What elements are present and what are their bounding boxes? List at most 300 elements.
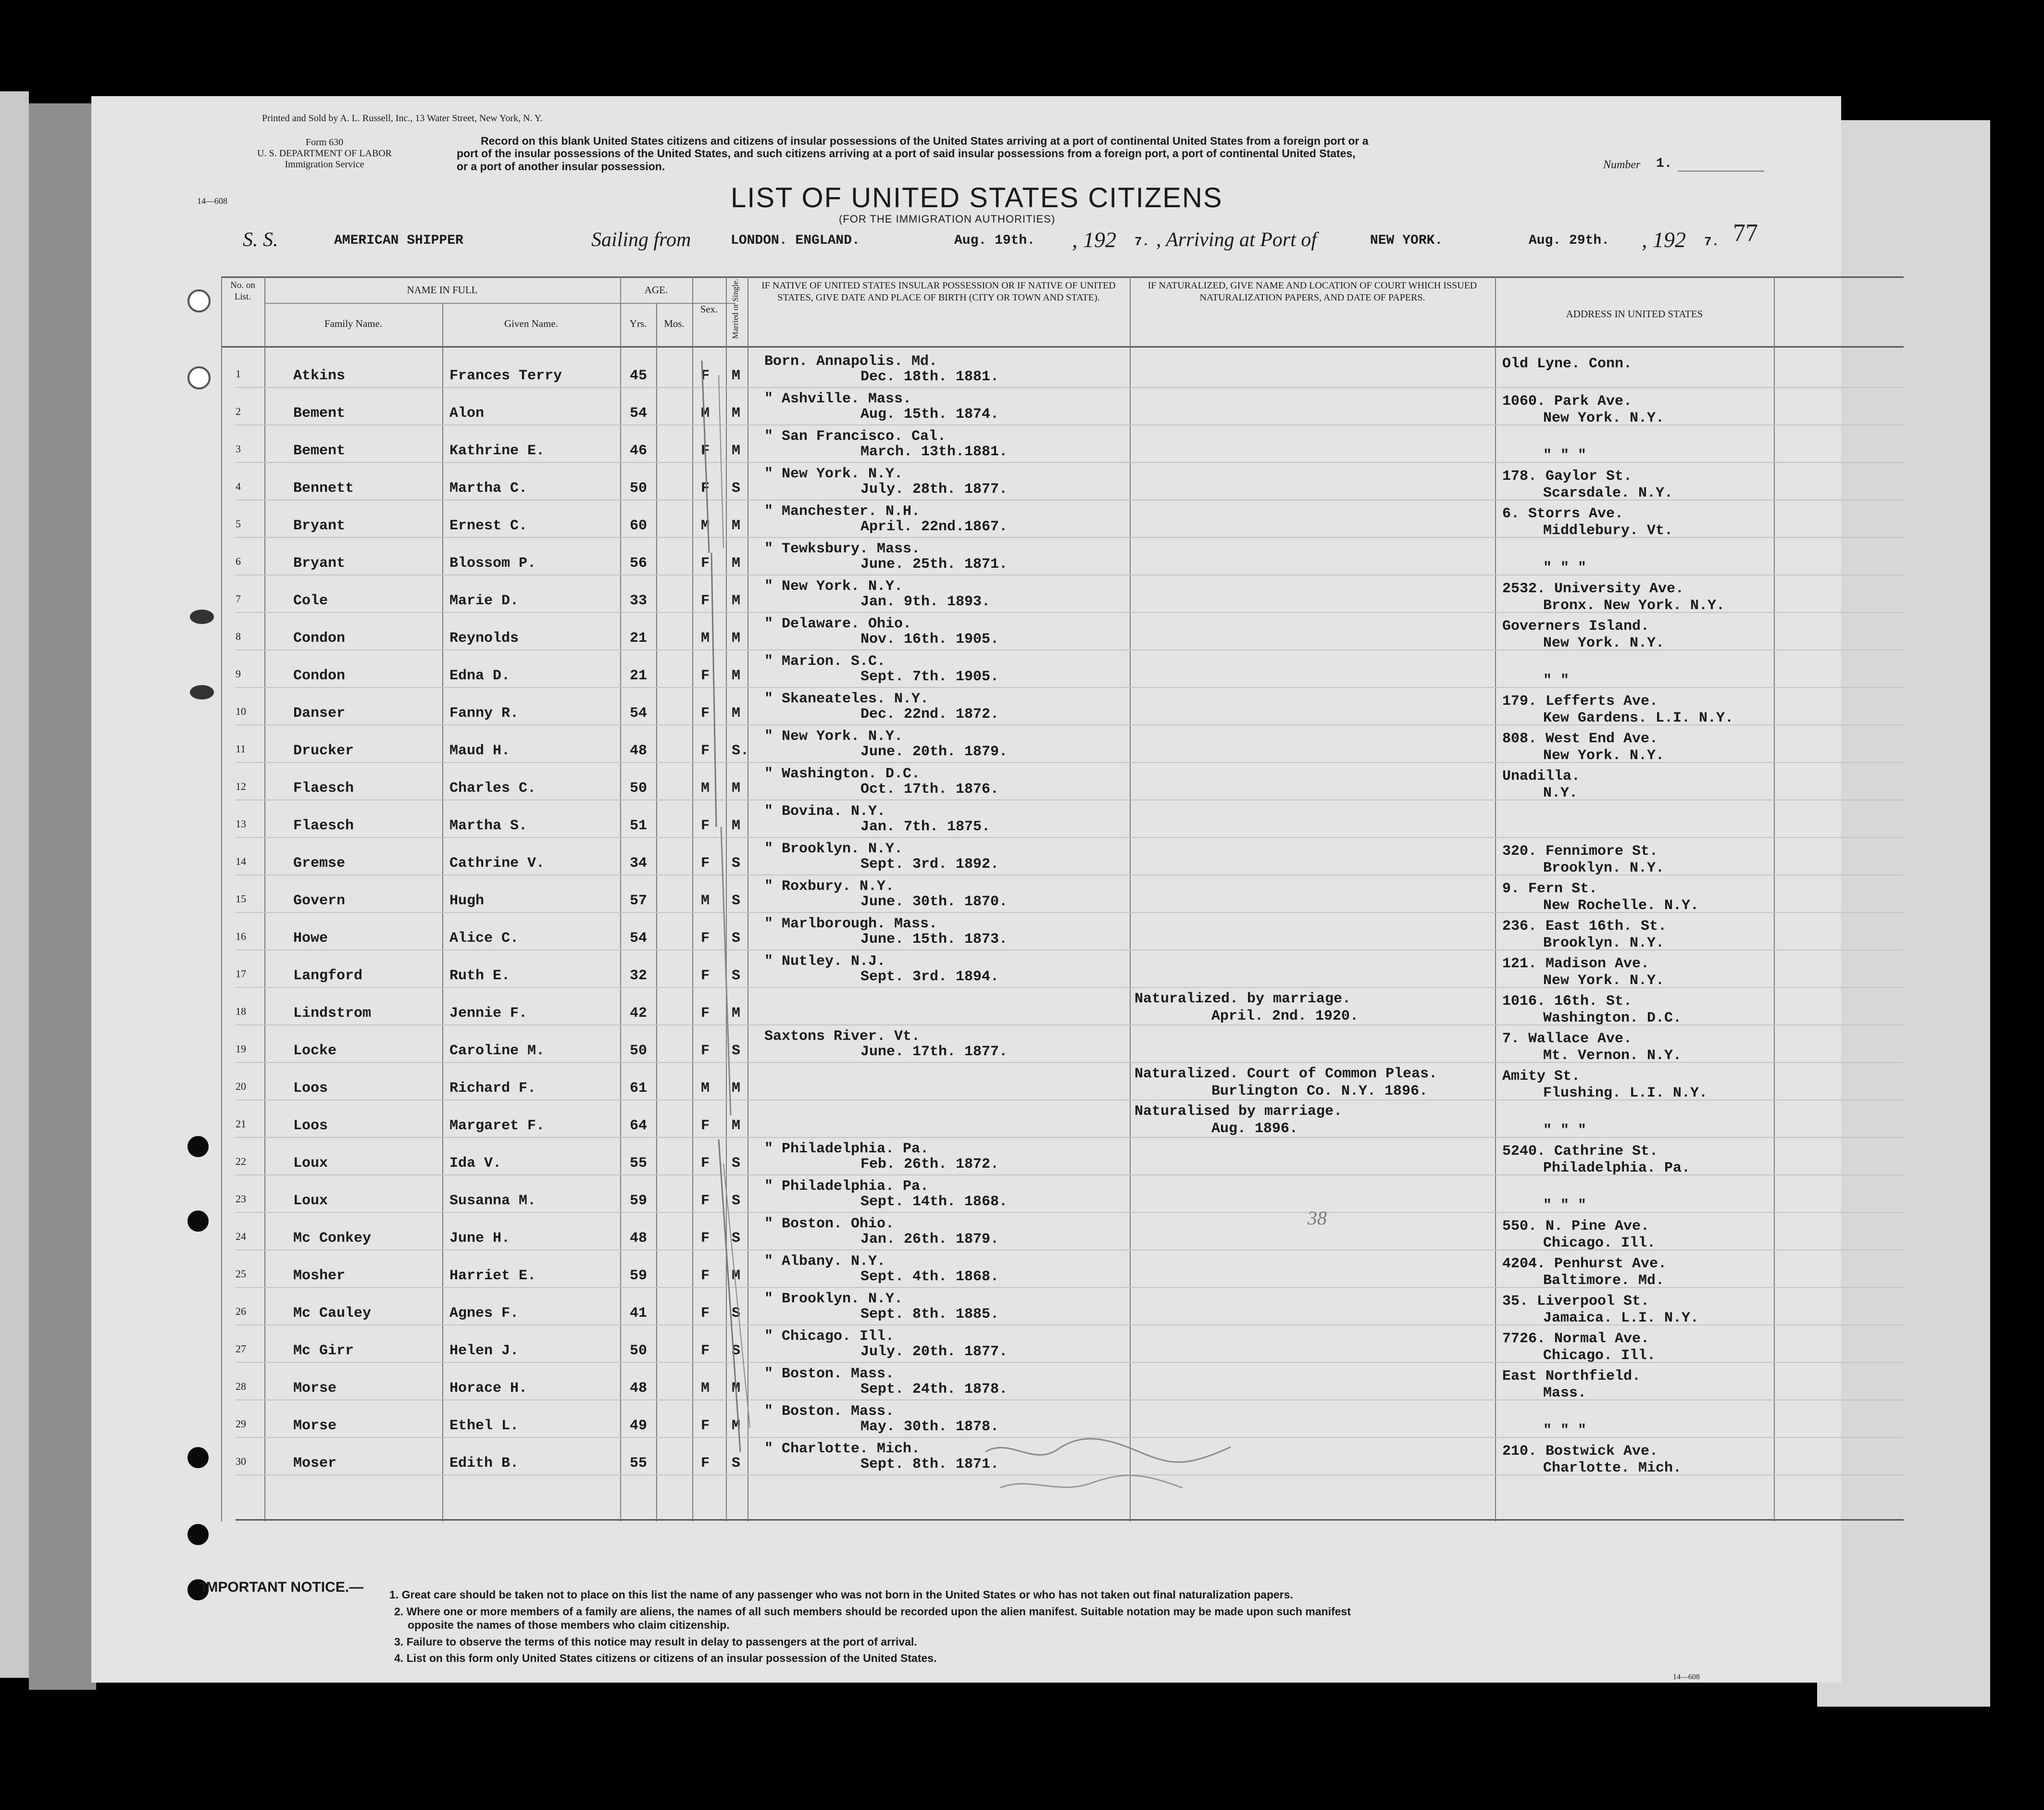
naturalization-line: Naturalised by marriage.	[1134, 1103, 1343, 1120]
birth-date: Sept. 8th. 1871.	[860, 1456, 999, 1473]
birth-date: Feb. 26th. 1872.	[860, 1156, 999, 1173]
address-line-1: 4204. Penhurst Ave.	[1502, 1256, 1667, 1272]
given-name: Helen J.	[449, 1343, 519, 1359]
family-name: Morse	[293, 1418, 337, 1434]
age-years: 56	[630, 555, 648, 572]
naturalization-line: Naturalized. by marriage.	[1134, 991, 1351, 1007]
sex: F	[701, 1268, 710, 1284]
family-name: Mc Conkey	[293, 1230, 372, 1247]
ss-label: S. S.	[243, 229, 278, 251]
row-number: 11	[236, 743, 246, 755]
birth-place: " New York. N.Y.	[764, 728, 903, 745]
row-number: 28	[236, 1380, 246, 1392]
address-line-2: New York. N.Y.	[1543, 635, 1665, 651]
sex: M	[701, 630, 710, 647]
page-title: LIST OF UNITED STATES CITIZENS	[731, 182, 1223, 213]
birth-place: " Albany. N.Y.	[764, 1253, 886, 1270]
row-number: 7	[236, 593, 241, 605]
birth-place: " Roxbury. N.Y.	[764, 878, 895, 895]
age-years: 57	[630, 893, 648, 909]
birth-place: " Nutley. N.J.	[764, 953, 886, 970]
form-info	[245, 137, 404, 170]
age-years: 32	[630, 968, 648, 984]
form-code-top: 14—608	[197, 196, 227, 206]
family-name: Danser	[293, 705, 346, 722]
marital-status: M	[732, 630, 741, 647]
instruction-line: Record on this blank United States citizens and citizens of insular possessions of the United States arriving at a port of continental United States from a foreign port or a	[481, 135, 1369, 147]
row-number: 27	[236, 1343, 246, 1355]
binding-hole-dark	[190, 685, 214, 699]
marital-status: M	[732, 1268, 741, 1284]
address-line-1: Old Lyne. Conn.	[1502, 356, 1633, 372]
instructions	[457, 135, 1369, 173]
address-line-1: 1016. 16th. St.	[1502, 993, 1633, 1010]
birth-date: Dec. 22nd. 1872.	[860, 706, 999, 723]
departure-year-digit: 7.	[1134, 235, 1150, 249]
arrival-year-digit: 7.	[1704, 235, 1720, 249]
address-line-2: Washington. D.C.	[1543, 1010, 1682, 1026]
row-number: 22	[236, 1155, 246, 1167]
given-name: Edith B.	[449, 1455, 519, 1472]
sex: F	[701, 743, 710, 759]
family-name: Howe	[293, 930, 328, 947]
birth-place: " San Francisco. Cal.	[764, 428, 947, 445]
birth-date: July. 28th. 1877.	[860, 481, 1008, 498]
given-name: Caroline M.	[449, 1043, 545, 1059]
arrival-year-prefix: , 192	[1642, 227, 1686, 252]
family-name: Bement	[293, 443, 346, 459]
birth-place: " Bovina. N.Y.	[764, 803, 886, 820]
row-rule	[236, 837, 1904, 838]
row-number: 2	[236, 405, 241, 417]
sex: F	[701, 1043, 710, 1059]
given-name: Alice C.	[449, 930, 519, 947]
sex: F	[701, 818, 710, 834]
binding-hole	[187, 1211, 209, 1232]
naturalization-line: April. 2nd. 1920.	[1211, 1008, 1359, 1024]
family-name: Loux	[293, 1193, 328, 1209]
given-name: Jennie F.	[449, 1005, 528, 1022]
given-name: Agnes F.	[449, 1305, 519, 1322]
handwritten-mark: 38	[1308, 1207, 1327, 1229]
age-years: 48	[630, 743, 648, 759]
row-number: 4	[236, 480, 241, 492]
printer-credit: Printed and Sold by A. L. Russell, Inc., 13 Water Street, New York, N. Y.	[262, 113, 543, 124]
naturalization-line: Naturalized. Court of Common Pleas.	[1134, 1066, 1438, 1082]
family-name: Lindstrom	[293, 1005, 372, 1022]
marital-status: M	[732, 593, 741, 609]
birth-date: Jan. 26th. 1879.	[860, 1231, 999, 1248]
marital-status: M	[732, 1380, 741, 1397]
form-number: Form 630	[305, 137, 344, 148]
family-name: Locke	[293, 1043, 337, 1059]
birth-place: " Delaware. Ohio.	[764, 616, 912, 632]
sex: F	[701, 930, 710, 947]
address-line-2: " " "	[1543, 560, 1587, 576]
age-years: 46	[630, 443, 648, 459]
marital-status: S	[732, 1230, 741, 1247]
header-yrs: Yrs.	[629, 318, 647, 329]
notice-item: 3. Failure to observe the terms of this notice may result in delay to passengers at the port of arrival.	[394, 1635, 917, 1648]
birth-date: Sept. 7th. 1905.	[860, 669, 999, 685]
row-number: 24	[236, 1230, 246, 1242]
notice-item: opposite the names of those members who claim citizenship.	[408, 1619, 730, 1631]
header-given: Given Name.	[504, 318, 558, 329]
family-name: Bryant	[293, 555, 346, 572]
marital-status: S	[732, 1305, 741, 1322]
sex: F	[701, 480, 710, 497]
number-label: Number	[1603, 159, 1641, 171]
age-years: 33	[630, 593, 648, 609]
given-name: Fanny R.	[449, 705, 519, 722]
marital-status: S	[732, 1455, 741, 1472]
manifest-sheet	[91, 96, 1841, 1683]
birth-place: " Skaneateles. N.Y.	[764, 691, 929, 707]
given-name: Richard F.	[449, 1080, 536, 1097]
family-name: Cole	[293, 593, 328, 609]
table-top-border	[221, 276, 1904, 278]
birth-date: Oct. 17th. 1876.	[860, 781, 999, 798]
family-name: Morse	[293, 1380, 337, 1397]
header-name-in-full: NAME IN FULL	[407, 284, 478, 296]
sex: F	[701, 1305, 710, 1322]
header-married: Married or Single.	[731, 278, 740, 339]
birth-place: " Boston. Mass.	[764, 1366, 895, 1382]
family-name: Langford	[293, 968, 363, 984]
given-name: Kathrine E.	[449, 443, 545, 459]
given-name: Ethel L.	[449, 1418, 519, 1434]
birth-date: Sept. 14th. 1868.	[860, 1194, 1008, 1210]
sex: M	[701, 1080, 710, 1097]
given-name: Maud H.	[449, 743, 511, 759]
page-number: 77	[1733, 219, 1758, 247]
address-line-1: 236. East 16th. St.	[1502, 918, 1667, 935]
notice-item: 4. List on this form only United States citizens or citizens of an insular possession of the United States.	[394, 1652, 937, 1664]
header-age: AGE.	[644, 284, 668, 296]
age-years: 34	[630, 855, 648, 872]
marital-status: M	[732, 705, 741, 722]
address-line-2: " " "	[1543, 448, 1587, 464]
given-name: June H.	[449, 1230, 511, 1247]
age-years: 51	[630, 818, 648, 834]
marital-status: M	[732, 405, 741, 422]
address-line-1: 6. Storrs Ave.	[1502, 506, 1624, 522]
family-name: Govern	[293, 893, 346, 909]
age-years: 54	[630, 405, 648, 422]
family-name: Bement	[293, 405, 346, 422]
sex: F	[701, 855, 710, 872]
age-years: 55	[630, 1455, 648, 1472]
birth-place: " Philadelphia. Pa.	[764, 1178, 929, 1195]
family-name: Atkins	[293, 368, 346, 384]
birth-date: Nov. 16th. 1905.	[860, 631, 999, 648]
age-years: 41	[630, 1305, 648, 1322]
row-number: 15	[236, 893, 246, 905]
column-rule	[1495, 276, 1496, 1522]
departure-year-prefix: , 192	[1072, 227, 1116, 252]
row-rule	[236, 687, 1904, 688]
address-line-2: Brooklyn. N.Y.	[1543, 935, 1665, 951]
number-underline	[1678, 171, 1764, 172]
row-number: 8	[236, 630, 241, 642]
sailing-label: Sailing from	[591, 229, 691, 251]
address-line-2: Scarsdale. N.Y.	[1543, 485, 1673, 501]
address-line-2: New York. N.Y.	[1543, 748, 1665, 764]
row-number: 13	[236, 818, 246, 830]
given-name: Susanna M.	[449, 1193, 536, 1209]
given-name: Ida V.	[449, 1155, 502, 1172]
header-family: Family Name.	[324, 318, 383, 329]
marital-status: S	[732, 930, 741, 947]
row-number: 6	[236, 555, 241, 567]
address-line-2: Mass.	[1543, 1385, 1587, 1401]
birth-place: Born. Annapolis. Md.	[764, 353, 938, 370]
binding-hole	[187, 1136, 209, 1157]
service: Immigration Service	[285, 159, 364, 170]
marital-status: S	[732, 1343, 741, 1359]
row-number: 17	[236, 968, 246, 980]
header-address: ADDRESS IN UNITED STATES	[1566, 308, 1703, 320]
birth-date: June. 30th. 1870.	[860, 894, 1008, 910]
age-years: 64	[630, 1118, 648, 1134]
number-value: 1.	[1656, 156, 1672, 171]
address-line-1: 5240. Cathrine St.	[1502, 1143, 1658, 1160]
address-line-2: Brooklyn. N.Y.	[1543, 860, 1665, 876]
row-number: 20	[236, 1080, 246, 1092]
row-number: 23	[236, 1193, 246, 1205]
sex: M	[701, 1380, 710, 1397]
family-name: Loux	[293, 1155, 328, 1172]
naturalization-line: Burlington Co. N.Y. 1896.	[1211, 1083, 1428, 1099]
birth-place: " Marion. S.C.	[764, 653, 886, 670]
binding-hole-open	[187, 366, 211, 389]
background-page-mid	[29, 103, 96, 1690]
age-years: 48	[630, 1380, 648, 1397]
column-rule	[1130, 276, 1131, 1522]
naturalization-line: Aug. 1896.	[1211, 1121, 1298, 1137]
age-years: 21	[630, 668, 648, 684]
birth-date: Jan. 7th. 1875.	[860, 819, 991, 835]
given-name: Blossom P.	[449, 555, 536, 572]
ship-name: AMERICAN SHIPPER	[334, 233, 463, 248]
sex: M	[701, 893, 710, 909]
address-line-2: Bronx. New York. N.Y.	[1543, 598, 1725, 614]
column-rule	[221, 276, 222, 1522]
birth-place: " Boston. Ohio.	[764, 1216, 895, 1232]
birth-date: Jan. 9th. 1893.	[860, 594, 991, 610]
address-line-2: New York. N.Y.	[1543, 973, 1665, 989]
address-line-2: Jamaica. L.I. N.Y.	[1543, 1310, 1699, 1326]
age-years: 60	[630, 518, 648, 534]
age-years: 61	[630, 1080, 648, 1097]
address-line-1: 1060. Park Ave.	[1502, 393, 1633, 410]
birth-place: Saxtons River. Vt.	[764, 1028, 921, 1045]
sex: F	[701, 1193, 710, 1209]
birth-date: Dec. 18th. 1881.	[860, 369, 999, 385]
family-name: Moser	[293, 1455, 337, 1472]
address-line-2: New Rochelle. N.Y.	[1543, 898, 1699, 914]
marital-status: M	[732, 443, 741, 459]
given-name: Reynolds	[449, 630, 519, 647]
age-years: 59	[630, 1193, 648, 1209]
row-number: 3	[236, 443, 241, 455]
address-line-1: Unadilla.	[1502, 768, 1581, 785]
address-line-1: 178. Gaylor St.	[1502, 468, 1633, 485]
row-number: 29	[236, 1418, 246, 1430]
family-name: Condon	[293, 630, 346, 647]
address-line-2: Chicago. Ill.	[1543, 1348, 1656, 1364]
given-name: Hugh	[449, 893, 485, 909]
family-name: Flaesch	[293, 818, 354, 834]
age-years: 54	[630, 930, 648, 947]
birth-place: " Philadelphia. Pa.	[764, 1141, 929, 1157]
given-name: Frances Terry	[449, 368, 562, 384]
address-line-1: Governers Island.	[1502, 618, 1650, 635]
sex: F	[701, 555, 710, 572]
row-rule	[236, 1137, 1904, 1138]
background-page-right	[1817, 120, 1990, 1707]
address-line-1: Amity St.	[1502, 1068, 1581, 1085]
row-rule	[236, 1212, 1904, 1213]
given-name: Marie D.	[449, 593, 519, 609]
given-name: Horace H.	[449, 1380, 528, 1397]
birth-date: Aug. 15th. 1874.	[860, 406, 999, 423]
arrival-port: NEW YORK.	[1370, 233, 1443, 248]
name-header-rule	[264, 303, 735, 304]
row-number: 25	[236, 1268, 246, 1280]
row-rule	[236, 799, 1904, 800]
binding-hole-dark	[190, 610, 214, 624]
family-name: Gremse	[293, 855, 346, 872]
marital-status: M	[732, 1118, 741, 1134]
age-years: 54	[630, 705, 648, 722]
row-rule	[236, 1399, 1904, 1400]
row-number: 16	[236, 930, 246, 942]
notice-list	[389, 1586, 1836, 1667]
binding-hole	[187, 1447, 209, 1468]
row-number: 10	[236, 705, 246, 717]
instruction-line: port of the insular possessions of the United States, and such citizens arriving at a port of said insular possessions from a foreign port, a port of continental United States,	[457, 147, 1356, 160]
marital-status: M	[732, 668, 741, 684]
age-years: 21	[630, 630, 648, 647]
family-name: Loos	[293, 1080, 328, 1097]
age-years: 48	[630, 1230, 648, 1247]
sex: F	[701, 368, 710, 384]
address-line-2: New York. N.Y.	[1543, 410, 1665, 426]
arriving-label: , Arriving at Port of	[1156, 229, 1317, 251]
birth-date: Sept. 8th. 1885.	[860, 1306, 999, 1323]
birth-place: " New York. N.Y.	[764, 578, 903, 595]
birth-place: " Tewksbury. Mass.	[764, 541, 921, 557]
given-name: Martha S.	[449, 818, 528, 834]
header-mos: Mos.	[664, 318, 685, 329]
given-name: Ernest C.	[449, 518, 528, 534]
marital-status: M	[732, 780, 741, 797]
address-line-2: " " "	[1543, 1423, 1587, 1439]
birth-place: " Chicago. Ill.	[764, 1328, 895, 1345]
marital-status: S	[732, 1193, 741, 1209]
address-line-2: Chicago. Ill.	[1543, 1235, 1656, 1251]
notice-item: 2. Where one or more members of a family are aliens, the names of all such members should be recorded upon the alien manifest. Suitable notation may be made upon such manifest	[394, 1605, 1351, 1618]
marital-status: S	[732, 480, 741, 497]
marital-status: S	[732, 855, 741, 872]
sex: F	[701, 968, 710, 984]
column-rule	[1774, 276, 1775, 1522]
birth-date: March. 13th.1881.	[860, 444, 1008, 460]
row-number: 14	[236, 855, 246, 867]
address-line-2: Charlotte. Mich.	[1543, 1460, 1682, 1476]
address-line-2: N.Y.	[1543, 785, 1578, 801]
pencil-check-marks	[620, 346, 764, 1519]
row-number: 30	[236, 1455, 246, 1467]
sex: M	[701, 780, 710, 797]
birth-date: June. 15th. 1873.	[860, 931, 1008, 948]
birth-place: " Marlborough. Mass.	[764, 916, 938, 932]
address-line-2: " "	[1543, 673, 1570, 689]
address-line-2: Kew Gardens. L.I. N.Y.	[1543, 710, 1734, 726]
family-name: Drucker	[293, 743, 354, 759]
family-name: Condon	[293, 668, 346, 684]
birth-place: " Ashville. Mass.	[764, 391, 912, 407]
age-years: 50	[630, 480, 648, 497]
given-name: Margaret F.	[449, 1118, 545, 1134]
age-years: 55	[630, 1155, 648, 1172]
family-name: Flaesch	[293, 780, 354, 797]
address-line-2: Flushing. L.I. N.Y.	[1543, 1085, 1708, 1101]
given-name: Harriet E.	[449, 1268, 536, 1284]
sex: M	[701, 405, 710, 422]
departure-port: LONDON. ENGLAND.	[731, 233, 860, 248]
family-name: Bennett	[293, 480, 354, 497]
address-line-1: 210. Bostwick Ave.	[1502, 1443, 1658, 1460]
row-rule	[236, 387, 1904, 388]
sex: F	[701, 1118, 710, 1134]
instruction-line: or a port of another insular possession.	[457, 160, 665, 173]
notice-label: IMPORTANT NOTICE.—	[202, 1579, 364, 1595]
form-code-bottom: 14—608	[1673, 1673, 1700, 1681]
given-name: Alon	[449, 405, 485, 422]
family-name: Loos	[293, 1118, 328, 1134]
marital-status: S	[732, 1043, 741, 1059]
address-line-2: Baltimore. Md.	[1543, 1273, 1665, 1289]
address-line-1: 550. N. Pine Ave.	[1502, 1218, 1650, 1235]
departure-date: Aug. 19th.	[954, 233, 1035, 248]
row-number: 1	[236, 368, 241, 380]
marital-status: M	[732, 368, 741, 384]
row-number: 19	[236, 1043, 246, 1055]
signature-scrawl	[981, 1433, 1250, 1505]
marital-status: S	[732, 1155, 741, 1172]
birth-date: Sept. 24th. 1878.	[860, 1381, 1008, 1398]
address-line-1: East Northfield.	[1502, 1368, 1641, 1385]
header-bottom-rule	[221, 346, 1904, 348]
birth-date: Sept. 3rd. 1892.	[860, 856, 999, 873]
address-line-2: " " "	[1543, 1198, 1587, 1214]
address-line-1: 9. Fern St.	[1502, 881, 1598, 897]
arrival-date: Aug. 29th.	[1529, 233, 1610, 248]
header-no: No. on List.	[230, 280, 255, 302]
age-years: 59	[630, 1268, 648, 1284]
notice-item: 1. Great care should be taken not to place on this list the name of any passenger who was not born in the United States or who has not taken out final naturalization papers.	[389, 1588, 1293, 1601]
family-name: Bryant	[293, 518, 346, 534]
column-rule	[264, 276, 265, 1522]
sex: M	[701, 518, 710, 534]
birth-date: June. 25th. 1871.	[860, 556, 1008, 573]
family-name: Mc Girr	[293, 1343, 354, 1359]
table-bottom-border	[236, 1519, 1904, 1521]
sex: F	[701, 1343, 710, 1359]
age-years: 45	[630, 368, 648, 384]
